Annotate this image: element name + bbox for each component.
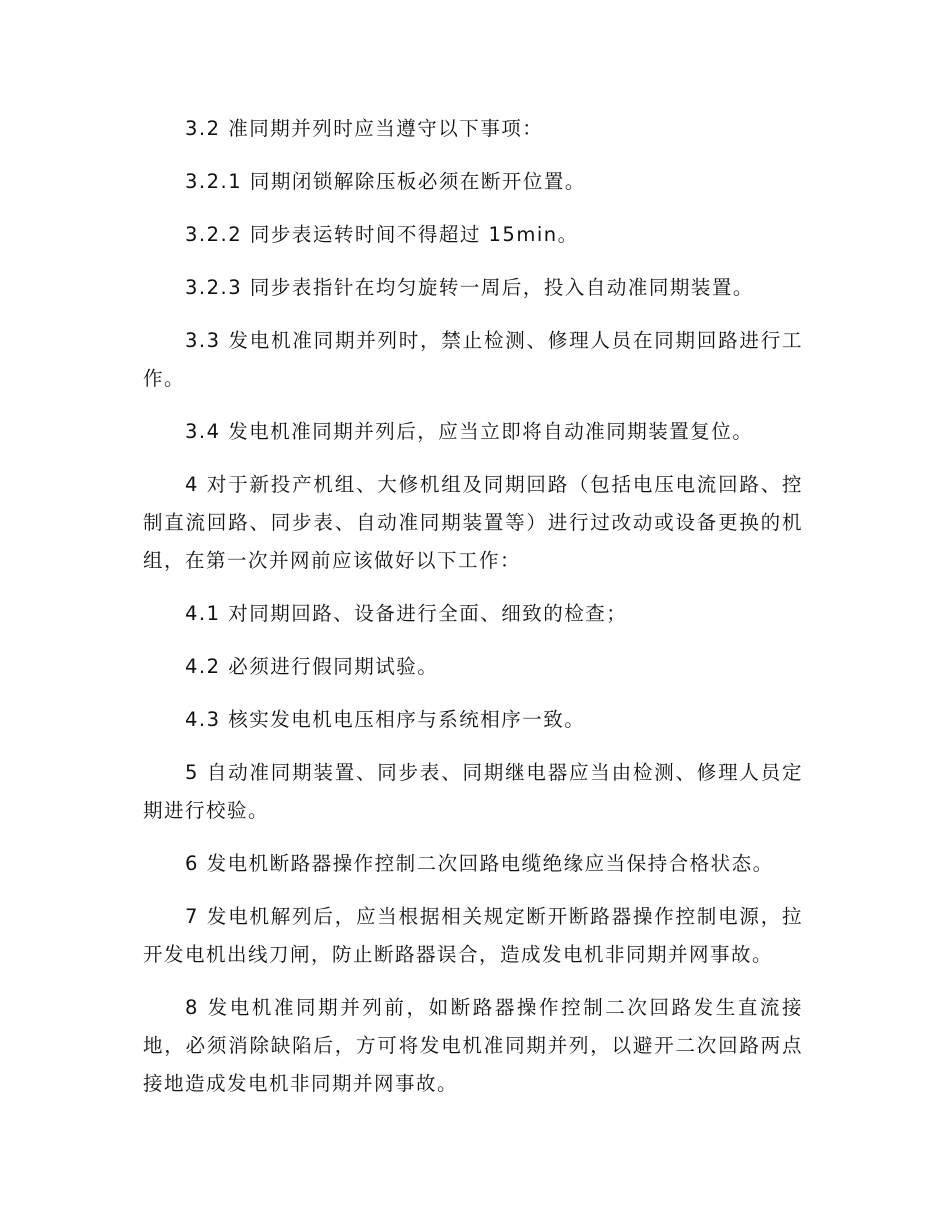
paragraph-4-1: 4.1 对同期回路、设备进行全面、细致的检查； bbox=[185, 602, 628, 625]
paragraph-8: 8 发电机准同期并列前，如断路器操作控制二次回路发生直流接地，必须消除缺陷后，方可将发电机准同期并列，以避开二次回路两点接地造成发电机非同期并网事故。 bbox=[143, 996, 803, 1095]
paragraph-3-2-3: 3.2.3 同步表指针在均匀旋转一周后，投入自动准同期装置。 bbox=[185, 276, 754, 299]
paragraph-4-2: 4.2 必须进行假同期试验。 bbox=[185, 655, 439, 678]
paragraph-4-3: 4.3 核实发电机电压相序与系统相序一致。 bbox=[185, 708, 586, 731]
paragraph-4: 4 对于新投产机组、大修机组及同期回路（包括电压电流回路、控制直流回路、同步表、自动准同期装置等）进行过改动或设备更换的机组，在第一次并网前应该做好以下工作： bbox=[143, 473, 803, 572]
paragraph-3-3: 3.3 发电机准同期并列时，禁止检测、修理人员在同期回路进行工作。 bbox=[143, 329, 803, 390]
paragraph-5: 5 自动准同期装置、同步表、同期继电器应当由检测、修理人员定期进行校验。 bbox=[143, 761, 803, 822]
paragraph-7: 7 发电机解列后，应当根据相关规定断开断路器操作控制电源，拉开发电机出线刀闸，防止断路器误合，造成发电机非同期并网事故。 bbox=[143, 905, 803, 966]
paragraph-3-2-1: 3.2.1 同期闭锁解除压板必须在断开位置。 bbox=[185, 170, 586, 193]
paragraph-3-2-2: 3.2.2 同步表运转时间不得超过 15min。 bbox=[185, 223, 579, 246]
document-body bbox=[143, 110, 803, 1118]
paragraph-3-4: 3.4 发电机准同期并列后，应当立即将自动准同期装置复位。 bbox=[185, 420, 754, 443]
paragraph-6: 6 发电机断路器操作控制二次回路电缆绝缘应当保持合格状态。 bbox=[185, 852, 774, 875]
paragraph-3-2: 3.2 准同期并列时应当遵守以下事项： bbox=[185, 117, 544, 140]
